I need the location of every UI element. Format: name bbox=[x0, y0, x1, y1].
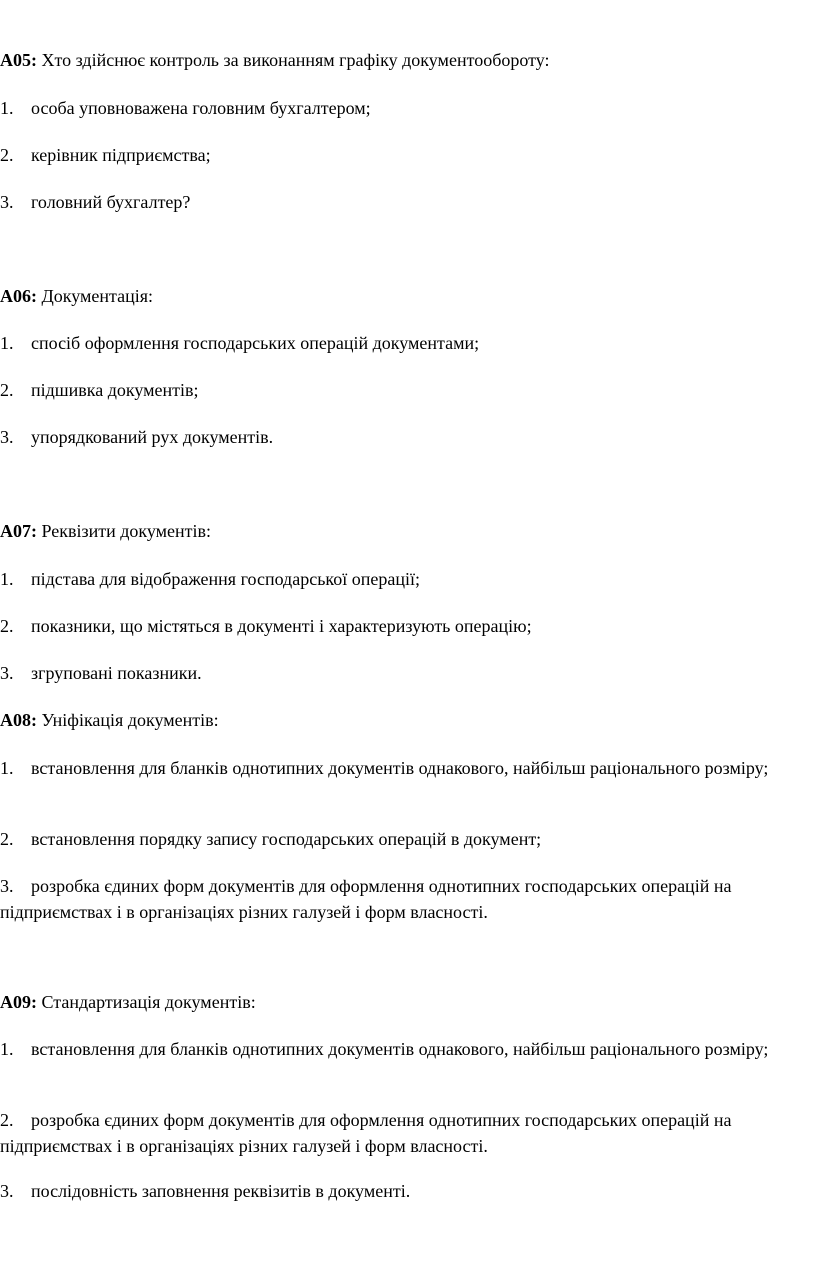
answer-option bbox=[0, 826, 812, 852]
option-number: 3. bbox=[0, 192, 14, 212]
option-text: послідовність заповнення реквізитів в документі. bbox=[31, 1181, 411, 1201]
question-text: Хто здійснює контроль за виконанням графіку документообороту: bbox=[41, 50, 550, 70]
question-id: А08: bbox=[0, 710, 37, 730]
question-text: Уніфікація документів: bbox=[41, 710, 219, 730]
option-text: встановлення порядку запису господарських операцій в документ; bbox=[31, 829, 542, 849]
option-number: 2. bbox=[0, 616, 14, 636]
option-number: 3. bbox=[0, 1181, 14, 1201]
option-text: згруповані показники. bbox=[31, 663, 202, 683]
question-id: А05: bbox=[0, 50, 37, 70]
option-number: 2. bbox=[0, 1110, 14, 1130]
option-number: 1. bbox=[0, 569, 14, 589]
answer-option bbox=[0, 189, 812, 215]
question-a07 bbox=[0, 518, 812, 544]
option-text: встановлення для бланків однотипних документів однакового, найбільш раціонального розміру; bbox=[31, 758, 769, 778]
option-text: підшивка документів; bbox=[31, 380, 199, 400]
answer-option bbox=[0, 377, 812, 403]
answer-option bbox=[0, 613, 812, 639]
option-text: підстава для відображення господарської операції; bbox=[31, 569, 420, 589]
option-number: 1. bbox=[0, 1039, 14, 1059]
question-id: А09: bbox=[0, 992, 37, 1012]
option-number: 2. bbox=[0, 145, 14, 165]
option-number: 2. bbox=[0, 829, 14, 849]
option-text: керівник підприємства; bbox=[31, 145, 211, 165]
question-id: А07: bbox=[0, 521, 37, 541]
option-text: головний бухгалтер? bbox=[31, 192, 191, 212]
option-text: особа уповноважена головним бухгалтером; bbox=[31, 98, 371, 118]
answer-option bbox=[0, 424, 812, 450]
answer-option bbox=[0, 566, 812, 592]
option-number: 3. bbox=[0, 663, 14, 683]
question-a06 bbox=[0, 283, 812, 309]
answer-option bbox=[0, 660, 812, 686]
answer-option bbox=[0, 873, 812, 925]
question-a05 bbox=[0, 47, 812, 73]
option-text: упорядкований рух документів. bbox=[31, 427, 274, 447]
answer-option bbox=[0, 142, 812, 168]
answer-option bbox=[0, 1036, 812, 1062]
option-number: 2. bbox=[0, 380, 14, 400]
option-text: спосіб оформлення господарських операцій документами; bbox=[31, 333, 480, 353]
option-text: розробка єдиних форм документів для оформлення однотипних господарських операцій на підприємствах і в організаціях різних галузей і форм власності. bbox=[0, 1110, 732, 1156]
answer-option bbox=[0, 1107, 812, 1159]
question-a09 bbox=[0, 989, 812, 1015]
answer-option bbox=[0, 755, 812, 781]
option-text: встановлення для бланків однотипних документів однакового, найбільш раціонального розміру; bbox=[31, 1039, 769, 1059]
option-number: 1. bbox=[0, 333, 14, 353]
answer-option bbox=[0, 95, 812, 121]
question-text: Реквізити документів: bbox=[41, 521, 212, 541]
option-number: 1. bbox=[0, 98, 14, 118]
option-number: 3. bbox=[0, 876, 14, 896]
answer-option bbox=[0, 1178, 812, 1204]
question-text: Стандартизація документів: bbox=[41, 992, 256, 1012]
option-text: розробка єдиних форм документів для оформлення однотипних господарських операцій на підприємствах і в організаціях різних галузей і форм власності. bbox=[0, 876, 732, 922]
option-number: 1. bbox=[0, 758, 14, 778]
option-number: 3. bbox=[0, 427, 14, 447]
question-text: Документація: bbox=[41, 286, 154, 306]
answer-option bbox=[0, 330, 812, 356]
question-id: А06: bbox=[0, 286, 37, 306]
option-text: показники, що містяться в документі і характеризують операцію; bbox=[31, 616, 532, 636]
question-a08 bbox=[0, 707, 812, 733]
